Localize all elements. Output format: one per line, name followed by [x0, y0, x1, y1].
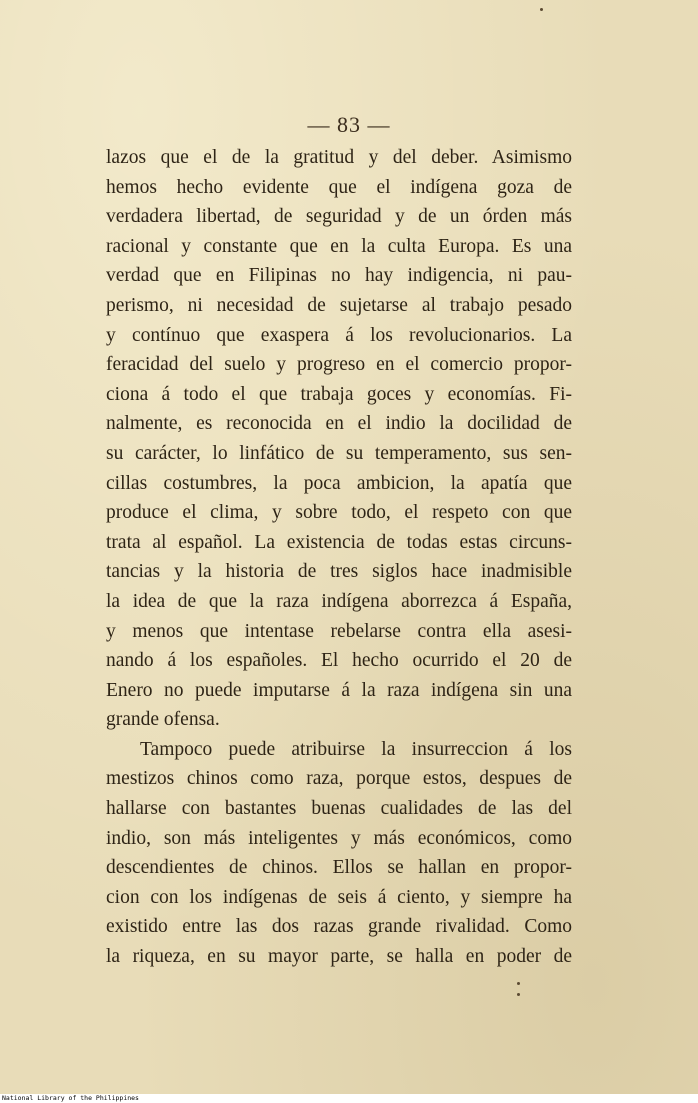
ink-speck [517, 993, 520, 996]
text-line: existido entre las dos razas grande rivalidad. Como [106, 916, 572, 938]
text-line-paragraph-start: Tampoco puede atribuirse la insurreccion á los [140, 738, 572, 760]
text-line-paragraph-end: grande ofensa. [106, 709, 220, 731]
footer-bar [0, 1094, 698, 1103]
text-line: racional y constante que en la culta Europa. Es una [106, 235, 572, 257]
text-line: trata al español. La existencia de todas estas circuns- [106, 531, 572, 553]
text-line: la idea de que la raza indígena aborrezca á España, [106, 590, 572, 612]
text-line: la riqueza, en su mayor parte, se halla en poder de [106, 946, 572, 968]
text-line: perismo, ni necesidad de sujetarse al trabajo pesado [106, 294, 572, 316]
text-line: Enero no puede imputarse á la raza indígena sin una [106, 679, 572, 701]
body-text [106, 143, 572, 972]
text-line: hallarse con bastantes buenas cualidades de las del [106, 798, 572, 820]
text-line: descendientes de chinos. Ellos se hallan en propor- [106, 857, 572, 879]
text-line: mestizos chinos como raza, porque estos, despues de [106, 768, 572, 790]
text-line: hemos hecho evidente que el indígena goza de [106, 176, 572, 198]
text-line: cillas costumbres, la poca ambicion, la apatía que [106, 472, 572, 494]
text-line: verdadera libertad, de seguridad y de un órden más [106, 206, 572, 228]
ink-speck [540, 8, 543, 11]
text-line: verdad que en Filipinas no hay indigencia, ni pau- [106, 265, 572, 287]
text-line: cion con los indígenas de seis á ciento, y siempre ha [106, 886, 572, 908]
text-line: indio, son más inteligentes y más económicos, como [106, 827, 572, 849]
page-number: — 83 — [307, 112, 391, 137]
text-line: nalmente, es reconocida en el indio la docilidad de [106, 413, 572, 435]
text-line: nando á los españoles. El hecho ocurrido el 20 de [106, 650, 572, 672]
text-line: y contínuo que exaspera á los revolucionarios. La [106, 324, 572, 346]
text-line: feracidad del suelo y progreso en el comercio propor- [106, 354, 572, 376]
text-line: y menos que intentase rebelarse contra ella asesi- [106, 620, 572, 642]
text-line: produce el clima, y sobre todo, el respeto con que [106, 502, 572, 524]
library-credit: National Library of the Philippines [2, 1094, 139, 1102]
text-line: ciona á todo el que trabaja goces y economías. Fi- [106, 383, 572, 405]
text-line: lazos que el de la gratitud y del deber. Asimismo [106, 147, 572, 168]
text-line: su carácter, lo linfático de su temperamento, sus sen- [106, 442, 572, 464]
ink-speck [517, 982, 520, 985]
text-line: tancias y la historia de tres siglos hace inadmisible [106, 561, 572, 583]
